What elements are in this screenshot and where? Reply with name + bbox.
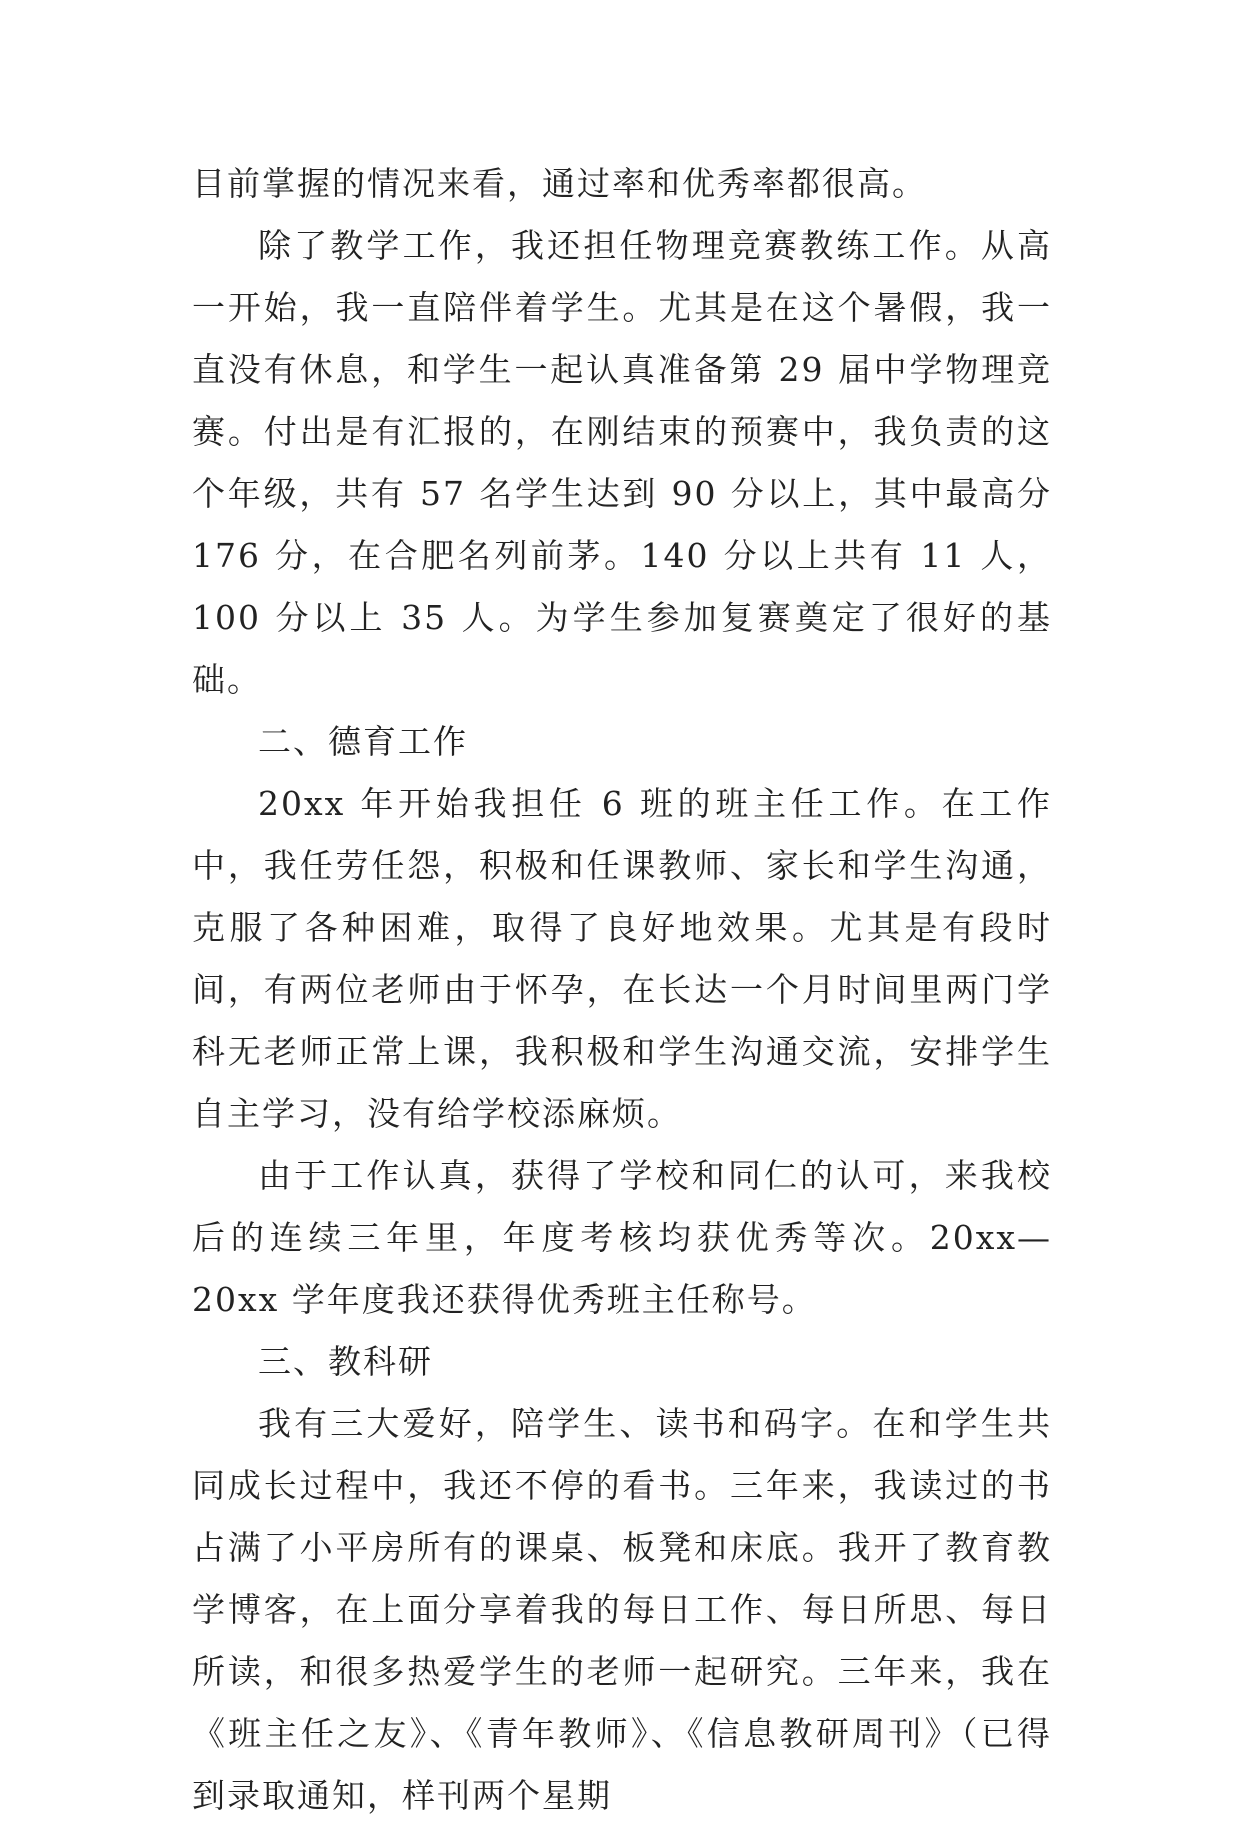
paragraph-physics-competition: 除了教学工作，我还担任物理竞赛教练工作。从高一开始，我一直陪伴着学生。尤其是在这个暑假，我一直没有休息，和学生一起认真准备第 29 届中学物理竞赛。付出是有汇报的，在刚结束的预赛中，我负责的这个年级，共有 57 名学生达到 90 分以上，其中最高分 176 分，在合肥名列前茅。140 分以上共有 11 人，100 分以上 35 人。为学生参加复赛奠定了很好的基础。 — [192, 226, 1052, 699]
document-body — [192, 153, 1052, 1827]
paragraph-recognition: 由于工作认真，获得了学校和同仁的认可，来我校后的连续三年里，年度考核均获优秀等次。20xx—20xx 学年度我还获得优秀班主任称号。 — [192, 1156, 1052, 1319]
section-heading-moral-education: 二、德育工作 — [258, 722, 468, 761]
paragraph-research-hobbies: 我有三大爱好，陪学生、读书和码字。在和学生共同成长过程中，我还不停的看书。三年来，我读过的书占满了小平房所有的课桌、板凳和床底。我开了教育教学博客，在上面分享着我的每日工作、每日所思、每日所读，和很多热爱学生的老师一起研究。三年来，我在《班主任之友》、《青年教师》、《信息教研周刊》（已得到录取通知，样刊两个星期 — [192, 1404, 1052, 1815]
paragraph-continuation: 目前掌握的情况来看，通过率和优秀率都很高。 — [192, 164, 927, 203]
paragraph-class-teacher-work: 20xx 年开始我担任 6 班的班主任工作。在工作中，我任劳任怨，积极和任课教师、家长和学生沟通，克服了各种困难，取得了良好地效果。尤其是有段时间，有两位老师由于怀孕，在长达一个月时间里两门学科无老师正常上课，我积极和学生沟通交流，安排学生自主学习，没有给学校添麻烦。 — [192, 784, 1052, 1133]
section-heading-teaching-research: 三、教科研 — [258, 1342, 433, 1381]
